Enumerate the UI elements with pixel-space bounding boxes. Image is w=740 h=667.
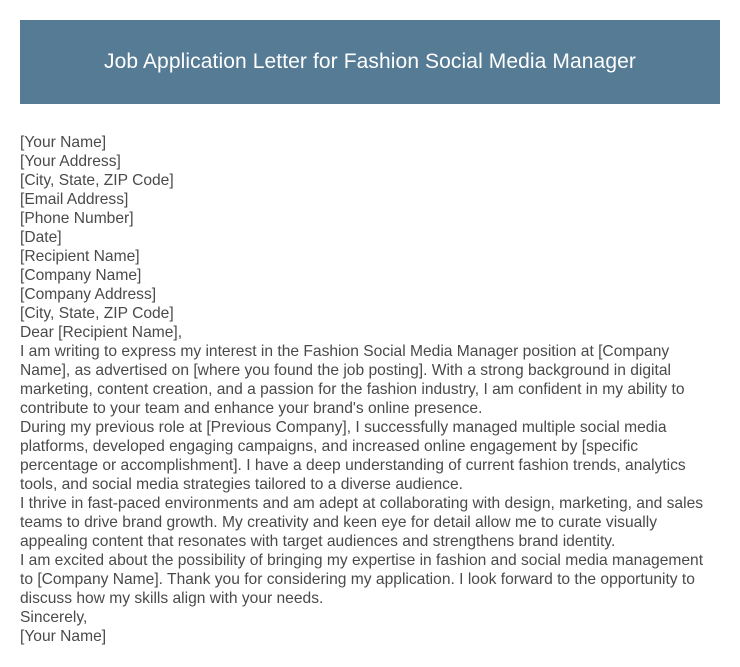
recipient-name: [Recipient Name] — [20, 248, 140, 265]
closing: Sincerely, — [20, 609, 88, 626]
paragraph-introduction: I am writing to express my interest in the Fashion Social Media Manager position at [Company Name], as advertised on [where you found the job posting]. With a strong background in digital marketing, content creation, and a passion for the fashion industry, I am confident in my ability to contribute to your team and enhance your brand's online presence. — [20, 343, 685, 417]
paragraph-skills: I thrive in fast-paced environments and am adept at collaborating with design, marketing, and sales teams to drive brand growth. My creativity and keen eye for detail allow me to curate visually appealing content that resonates with target audiences and strengthens brand identity. — [20, 495, 704, 550]
recipient-address: [Company Address] — [20, 286, 157, 303]
sender-address: [Your Address] — [20, 153, 121, 170]
signature: [Your Name] — [20, 628, 107, 645]
sender-email: [Email Address] — [20, 191, 129, 208]
letter-body — [20, 133, 720, 646]
sender-city-state-zip: [City, State, ZIP Code] — [20, 172, 174, 189]
sender-phone: [Phone Number] — [20, 210, 134, 227]
salutation: Dear [Recipient Name], — [20, 324, 183, 341]
paragraph-closing: I am excited about the possibility of bringing my expertise in fashion and social media management to [Company Name]. Thank you for considering my application. I look forward to the opportunity to discuss how my skills align with your needs. — [20, 552, 704, 607]
letter-date: [Date] — [20, 229, 62, 246]
page-title: Job Application Letter for Fashion Social Media Manager — [104, 50, 636, 73]
sender-name: [Your Name] — [20, 134, 107, 151]
recipient-city-state-zip: [City, State, ZIP Code] — [20, 305, 174, 322]
title-banner — [20, 20, 720, 104]
paragraph-experience: During my previous role at [Previous Company], I successfully managed multiple social media platforms, developed engaging campaigns, and increased online engagement by [specific percentage or accomplishment]. I have a deep understanding of current fashion trends, analytics tools, and social media strategies tailored to a diverse audience. — [20, 419, 686, 493]
recipient-company: [Company Name] — [20, 267, 142, 284]
